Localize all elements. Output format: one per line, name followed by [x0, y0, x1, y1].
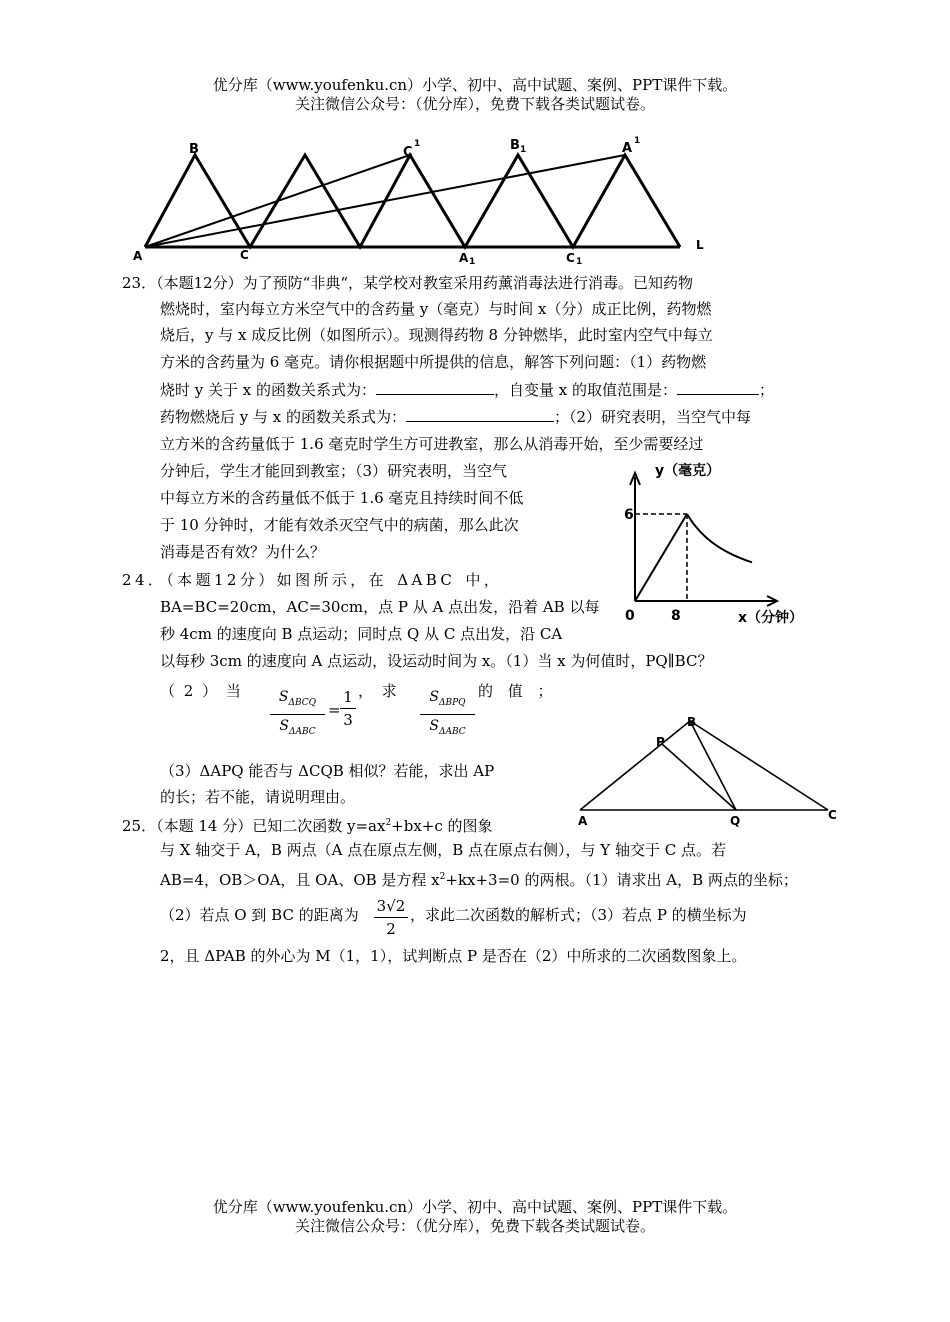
q23-line-10: 于 10 分钟时，才能有效杀灭空气中的病菌，那么此次 [160, 516, 519, 534]
q25-line-1 [122, 810, 493, 839]
header-line-2: 关注微信公众号：（优分库），免费下载各类试题试卷。 [294, 95, 655, 113]
label-A1: A [459, 251, 469, 265]
label-C1: C [566, 251, 575, 265]
label-B: B [189, 142, 199, 157]
fig-label-Q: Q [730, 814, 741, 828]
frac1-num: S [278, 689, 289, 705]
label-B1: B [510, 138, 520, 153]
q24-line-5b: ， 求 [358, 682, 399, 700]
y-tick-6: 6 [624, 507, 634, 523]
label-L: L [696, 238, 704, 252]
q25-line-3-sup: 2 [439, 872, 446, 882]
q25-line-4a: （2）若点 O 到 BC 的距离为 [160, 906, 359, 924]
q23-line-1: 23．（本题12分）为了预防“非典“，某学校对教室采用药薰消毒法进行消毒。已知药物 [122, 274, 694, 292]
triangle-abc-figure [570, 708, 840, 833]
q23-line-8: 分钟后，学生才能回到教室；（3）研究表明，当空气 [160, 462, 508, 480]
origin-label: 0 [625, 608, 635, 624]
answer-blank-3[interactable] [406, 407, 554, 422]
q25-line-3 [160, 864, 798, 893]
q24-line-3: 秒 4cm 的速度向 B 点运动；同时点 Q 从 C 点出发，沿 CA [160, 625, 563, 643]
triangle-figure [125, 135, 715, 265]
label-C1-prime: C [403, 145, 413, 160]
rhs-den: 3 [343, 711, 353, 729]
rhs-num: 1 [340, 686, 356, 709]
frac2-den: S [429, 717, 439, 734]
fraction-one-third [340, 686, 356, 731]
q25-frac-num: 3√2 [374, 895, 408, 918]
answer-blank-1[interactable] [376, 380, 494, 395]
fraction-bcq-abc [270, 686, 325, 743]
q24-line-5a: （ 2 ） 当 [160, 682, 243, 700]
q23-line-7: 立方米的含药量低于 1.6 毫克时学生方可进教室，那么从消毒开始，至少需要经过 [160, 435, 704, 453]
q23-line-4: 方米的含药量为 6 毫克。请你根据题中所提供的信息，解答下列问题：（1）药物燃 [160, 353, 707, 371]
q23-line-6b: ；（2）研究表明，当空气中每 [554, 408, 752, 426]
fig-label-A: A [578, 814, 588, 828]
q25-line-5: 2，且 ΔPAB 的外心为 M（1，1），试判断点 P 是否在（2）中所求的二次函数图象上。 [160, 947, 747, 965]
q24-line-2: BA=BC=20cm，AC=30cm，点 P 从 A 点出发，沿着 AB 以每 [160, 598, 600, 616]
q24-line-6: （3）ΔAPQ 能否与 ΔCQB 相似？若能，求出 AP [160, 762, 495, 780]
frac1-num-sub: ΔBCQ [288, 697, 317, 708]
footer-line-1: 优分库（www.youfenku.cn）小学、初中、高中试题、案例、PPT课件下载。 [212, 1198, 738, 1216]
q24-line-1: 24．（本题12分）如图所示，在 ΔABC 中， [122, 571, 503, 589]
y-axis-label: y（毫克） [655, 463, 721, 479]
series-line-1 [635, 514, 687, 601]
q25-frac-den: 2 [386, 920, 396, 938]
fraction-bpq-abc [420, 686, 475, 743]
q24-line-7: 的长；若不能，请说明理由。 [160, 788, 356, 806]
q25-line-3a: AB=4，OB＞OA，且 OA、OB 是方程 x [160, 871, 440, 889]
frac2-num-sub: ΔBPQ [439, 697, 466, 708]
label-A1-sub: 1 [469, 257, 476, 265]
q25-line-3b: +kx+3=0 的两根。（1）请求出 A，B 两点的坐标； [445, 871, 798, 889]
frac2-den-sub: ΔABC [438, 726, 466, 737]
fig-label-C: C [828, 808, 837, 822]
drug-concentration-chart [615, 455, 830, 630]
label-C: C [240, 248, 249, 262]
q24-line-5c: 的 值 ； [478, 682, 558, 700]
q23-line-9: 中每立方米的含药量低不低于 1.6 毫克且持续时间不低 [160, 489, 524, 507]
q25-line-1-sup: 2 [385, 818, 392, 828]
label-C1-sub: 1 [576, 257, 583, 265]
q23-line-11: 消毒是否有效？为什么？ [160, 543, 326, 561]
fraction-3root2-over-2 [374, 895, 408, 940]
footer-line-2: 关注微信公众号：（优分库），免费下载各类试题试卷。 [294, 1217, 655, 1235]
header-line-1: 优分库（www.youfenku.cn）小学、初中、高中试题、案例、PPT课件下载。 [212, 76, 738, 94]
q23-line-2: 燃烧时，室内每立方米空气中的含药量 y（毫克）与时间 x（分）成正比例，药物燃 [160, 300, 712, 318]
q23-line-5a: 烧时 y 关于 x 的函数关系式为： [160, 381, 377, 399]
q23-line-5b: ，自变量 x 的取值范围是： [494, 381, 678, 399]
q23-line-5 [160, 377, 774, 403]
fig-label-P: P [656, 735, 665, 749]
q23-line-3: 烧后，y 与 x 成反比例（如图所示）。现测得药物 8 分钟燃毕，此时室内空气中每立 [160, 326, 713, 344]
q25-line-2: 与 X 轴交于 A，B 两点（A 点在原点左侧，B 点在原点右侧），与 Y 轴交于 C 点。若 [160, 841, 726, 859]
q23-line-5c: ； [759, 381, 775, 399]
label-B1-sub: 1 [520, 145, 527, 155]
x-axis-label: x（分钟） [738, 610, 804, 626]
frac1-den: S [279, 717, 289, 734]
q25-line-1b: +bx+c 的图象 [391, 817, 493, 835]
q24-line-4: 以每秒 3cm 的速度向 A 点运动，设运动时间为 x。（1）当 x 为何值时，PQ∥BC？ [160, 652, 713, 670]
frac2-num: S [429, 689, 440, 705]
q25-line-4b: ，求此二次函数的解析式；（3）若点 P 的横坐标为 [410, 906, 747, 924]
q25-line-1a: 25．（本题 14 分）已知二次函数 y=ax [122, 817, 386, 835]
label-A1-prime: A [622, 141, 633, 156]
label-C1-prime-mark: 1 [414, 139, 421, 149]
fig-label-B: B [687, 715, 697, 729]
q23-line-6a: 药物燃烧后 y 与 x 的函数关系式为： [160, 408, 407, 426]
q23-line-6 [160, 404, 751, 430]
label-A1-prime-mark: 1 [634, 136, 641, 146]
frac1-den-sub: ΔABC [288, 726, 316, 737]
answer-blank-2[interactable] [677, 380, 759, 395]
x-tick-8: 8 [671, 608, 681, 624]
label-A: A [133, 249, 143, 263]
equals-sign: = [328, 701, 341, 719]
series-line-2 [687, 514, 752, 562]
